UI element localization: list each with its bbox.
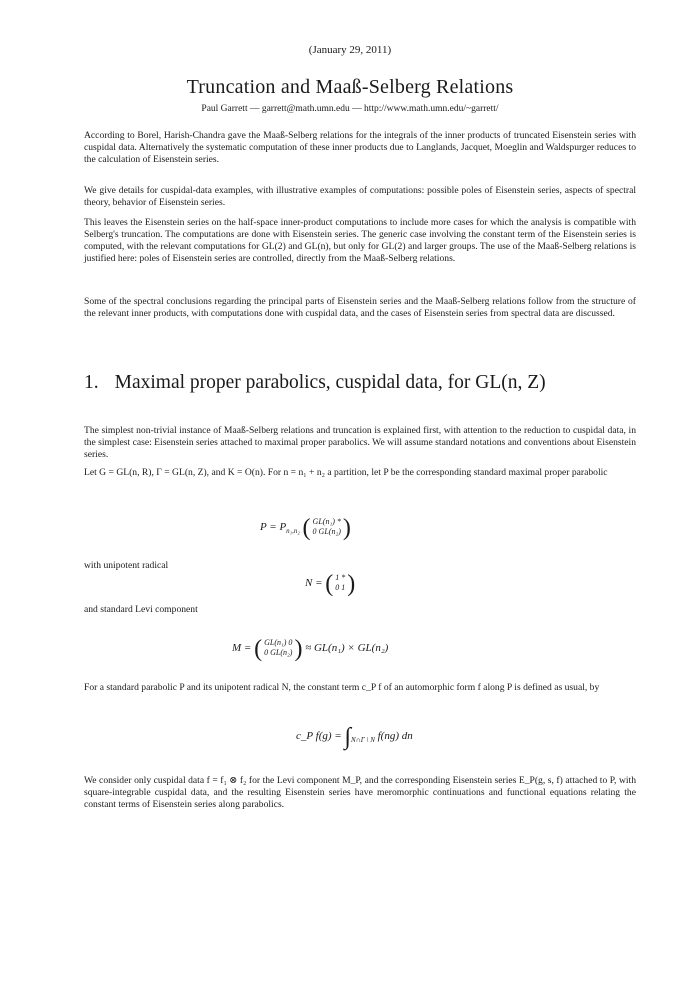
abstract-paragraph-3: This leaves the Eisenstein series on the half-space inner-product computations to include more cases for which the analysis is compatible with Selberg's truncation. The computations are done with Eisenstein series. The generic case involving the constant term of the Eisenstein series is computed, with the relevant computations for GL(2) and GL(n), but only for GL(2) and larger groups. The use of the Maaß-Selberg relations is justified here: poles of Eisenstein series are controlled, directly from the Maaß-Selberg relations. [84, 217, 636, 265]
section-paragraph-1: The simplest non-trivial instance of Maaß-Selberg relations and truncation is explained first, with attention to the reduction to cuspidal data, in the simplest case: Eisenstein series attached to maximal proper parabolics. We will assume standard notations and conventions about Eisenstein series. [84, 425, 636, 461]
section-paragraph-6: We consider only cuspidal data f = f₁ ⊗ f₂ for the Levi component M_P, and the corresponding Eisenstein series E_P(g, s, f) attached to P, with square-integrable cuspidal data, and the resulting Eisenstein series have meromorphic continuations and functional equations relating the constant terms of Eisenstein series along parabolics. [84, 775, 636, 811]
paper-authors: Paul Garrett — garrett@math.umn.edu — http://www.math.umn.edu/~garrett/ [201, 104, 499, 114]
abstract-paragraph-2: We give details for cuspidal-data examples, with illustrative examples of computations: possible poles of Eisenstein series, aspects of spectral theory, behavior of Eisenstein series. [84, 185, 636, 209]
equation-levi: M = ( GL(n₁) 0 0 GL(n₂)) ≈ GL(n₁) × GL(n₂) [232, 636, 389, 662]
equation-constant-term: c_P $f(g) = \int_{N\cap\Gamma \backslash N}$ f(ng) dn [296, 724, 413, 750]
section-heading [84, 372, 644, 394]
section-title: Maximal proper parabolics, cuspidal data, for GL(n, Z) [114, 372, 546, 393]
abstract-paragraph-1: According to Borel, Harish-Chandra gave the Maaß-Selberg relations for the integrals of the inner products of truncated Eisenstein series with cuspidal data. Alternatively the systematic computation of these inner products due to Langlands, Jacquet, Moeglin and Waldspurger reduces to the calculation of Eisenstein series. [84, 130, 636, 166]
equation-unipotent: N = ( 1 * 0 1) [305, 571, 356, 597]
section-number: 1. [84, 372, 99, 393]
section-paragraph-3: with unipotent radical [84, 560, 169, 571]
paper-title: Truncation and Maaß-Selberg Relations [186, 76, 514, 98]
section-paragraph-4: and standard Levi component [84, 604, 198, 615]
equation-parabolic: $P = P_{n_1,n_2}$ ( GL(n₁) * 0 GL(n₂)) [260, 515, 351, 541]
section-paragraph-5: For a standard parabolic P and its unipotent radical N, the constant term c_P f of an automorphic form f along P is defined as usual, by [84, 682, 600, 693]
abstract-paragraph-4: Some of the spectral conclusions regarding the principal parts of Eisenstein series and the Maaß-Selberg relations follow from the structure of the relevant inner products, with computations done with cuspidal data, and the cases of Eisenstein series from spectral data are discussed. [84, 296, 636, 320]
section-paragraph-2: Let G = GL(n, R), Γ = GL(n, Z), and K = O(n). For n = n₁ + n₂ a partition, let P be the corresponding standard maximal proper parabolic [84, 467, 608, 478]
paper-date: (January 29, 2011) [308, 44, 392, 56]
